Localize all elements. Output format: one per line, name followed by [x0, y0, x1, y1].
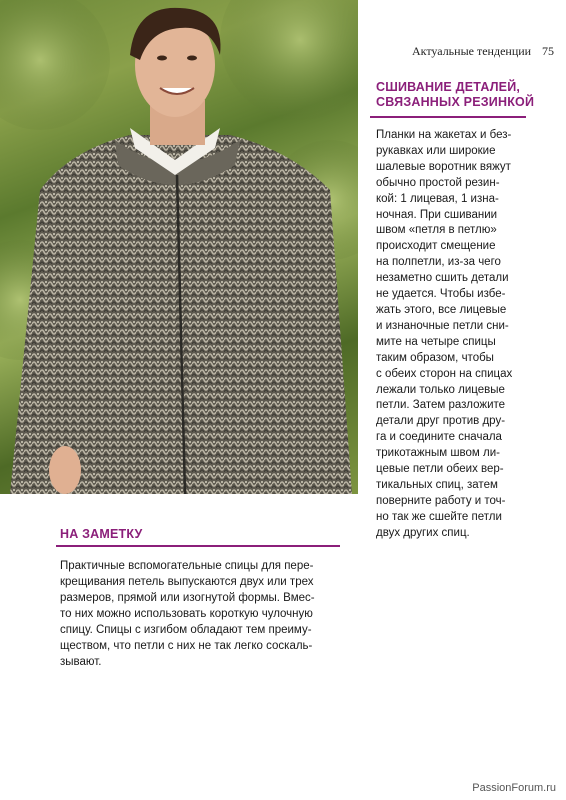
body-line: тикальных спиц, затем [376, 478, 498, 491]
body-line: происходит смещение [376, 240, 496, 253]
body-line: не удается. Чтобы избе- [376, 288, 506, 301]
body-line: и изнаночные петли сни- [376, 319, 509, 332]
section-body [376, 128, 526, 542]
section-title-line: СВЯЗАННЫХ РЕЗИНКОЙ [376, 95, 535, 109]
photo-illustration [0, 0, 358, 494]
body-line: га и соедините сначала [376, 431, 502, 444]
body-line: шалевые воротник вяжут [376, 160, 511, 173]
body-line: рукавках или широкие [376, 144, 496, 157]
body-line: на полпетли, из-за чего [376, 256, 501, 269]
section-divider [370, 116, 526, 118]
body-line: но так же сшейте петли [376, 510, 502, 523]
note-divider [56, 545, 340, 547]
sweater-photo [0, 0, 358, 494]
body-line: мите на четыре спицы [376, 335, 496, 348]
body-line: с обеих сторон на спицах [376, 367, 513, 380]
note-body [60, 558, 350, 670]
note-line: то них можно использовать короткую чулочную [60, 608, 313, 620]
body-line: лежали только лицевые [376, 383, 505, 396]
body-line: Планки на жакетах и без- [376, 129, 512, 141]
note-line: зывают. [60, 656, 102, 668]
note-line: ществом, что петли с них не так легко соскаль- [60, 640, 313, 652]
section-title [376, 80, 536, 110]
body-line: детали друг против дру- [376, 415, 506, 428]
section-title-line: СШИВАНИЕ ДЕТАЛЕЙ, [376, 80, 521, 94]
note-line: Практичные вспомогательные спицы для пере- [60, 560, 314, 572]
body-line: жать этого, все лицевые [376, 303, 507, 316]
body-line: трикотажным швом ли- [376, 447, 501, 460]
body-line: цевые петли обеих вер- [376, 463, 504, 476]
body-line: таким образом, чтобы [376, 351, 494, 364]
body-line: незаметно сшить детали [376, 272, 509, 285]
note-title: НА ЗАМЕТКУ [60, 527, 143, 541]
watermark: PassionForum.ru [472, 782, 556, 794]
body-line: ночная. При сшивании [376, 208, 498, 221]
body-line: обычно простой резин- [376, 176, 500, 189]
body-line: швом «петля в петлю» [376, 224, 497, 237]
body-line: кой: 1 лицевая, 1 изна- [376, 192, 499, 205]
running-head: Актуальные тенденции [412, 44, 532, 58]
note-line: размеров, прямой или изогнутой формы. Вмес- [60, 592, 315, 604]
page-number: 75 [542, 44, 554, 58]
note-line: спицу. Спицы с изгибом обладают тем преиму- [60, 624, 312, 636]
note-line: крещивания петель выпускаются двух или трех [60, 576, 314, 588]
body-line: петли. Затем разложите [376, 399, 506, 412]
body-line: двух других спиц. [376, 526, 470, 539]
body-line: поверните работу и точ- [376, 494, 506, 507]
